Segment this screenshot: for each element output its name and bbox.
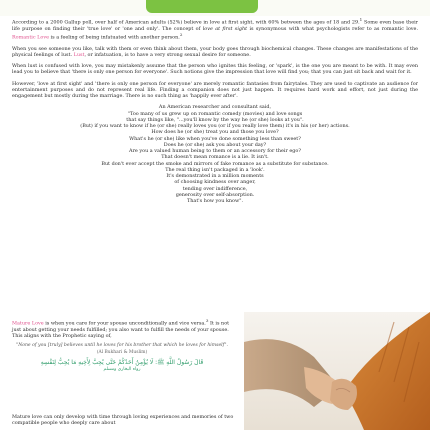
- hadith-box: [12, 343, 232, 373]
- holding-hands-photo: [244, 312, 430, 430]
- intro-paragraph-1: According to a 2000 Gallup poll, over half of American adults (52%) believe in love at first sight, with 60% between the ages of 18 and 29.$^1$ Some even base their life purpose on finding their 'true love' or 'one and only'. The concept of love at first sight is synonymous with what psychologists refer to as romantic love. Romantic Love is a feeling of being infatuated with another person.$^2$: [12, 17, 419, 41]
- article-body: [12, 17, 418, 204]
- section-tab: [146, 0, 258, 13]
- mature-love-section: [12, 318, 232, 373]
- quote-line: An American researcher and consultant said,: [158, 104, 272, 111]
- quote-line: (But) if you want to know if he (or she) really loves you (or if you really love them) it's in his (or her) actions.: [80, 123, 350, 130]
- intro-paragraph-2: When you see someone you like, talk with them or even think about them, your body goes through biochemical changes. These changes are manifestations of the physical feelings of lust. Lust, or infatuation, is to have a very strong sexual desire for someone.: [12, 45, 418, 59]
- mature-love-paragraph: Mature Love is when you care for your spouse unconditionally and vice versa.$^3$ It is not just about getting your needs fulfilled; you also want to fulfill the needs of your spouse. This aligns with the Prophetic saying of,: [12, 318, 230, 340]
- hadith-english: "None of you [truly] believes until he loves for his brother that which he loves for himself".: [16, 343, 228, 349]
- hadith-source: (Al Bukhari & Muslim): [96, 350, 148, 356]
- quote-line: Does he (or she) ask you about your day?: [163, 141, 267, 148]
- lust-term: Lust: [73, 52, 85, 59]
- quote-line: that say things like, "...you'll know by the way he (or she) looks at you".: [126, 116, 304, 123]
- quote-line: tending over indifference,: [182, 185, 248, 192]
- closing-paragraph: Mature love can only develop with time through loving experiences and memories of two compatible people who deeply care about: [12, 414, 234, 427]
- quote-line: How does he (or she) treat you and those you love?: [151, 129, 279, 136]
- intro-paragraph-3: When lust is confused with love, you may mistakenly assume that the person who ignites this feeling, or 'spark', is the one you are meant to be with. It may even lead you to believe that 'there is only one person for everyone'. Such notions give the impression that love will find you; that you can just sit back and wait for it.: [12, 63, 418, 76]
- quote-line: That doesn't mean romance is a lie. It isn't.: [161, 154, 269, 161]
- hadith-arabic-source: رواه البخاري ومسلم: [103, 367, 141, 373]
- quote-line: Are you a valued human being to them or an accessory for their ego?: [129, 148, 301, 155]
- mature-love-term: Mature Love: [12, 320, 44, 327]
- quote-line: of choosing kindness over anger,: [174, 179, 256, 186]
- quote-line: It's demonstrated in a million moments: [166, 173, 264, 180]
- quote-line: generosity over self-absorption.: [175, 191, 255, 198]
- closing-text: [12, 414, 238, 426]
- quote-line: That's how you know".: [187, 198, 243, 205]
- quote-line: But don't ever accept the smoke and mirrors of fake romance as a substitute for substance.: [101, 160, 329, 167]
- researcher-quote: [12, 104, 418, 204]
- hadith-arabic: قَالَ رَسُولُ اللَّهِ ﷺ: لَا يُؤْمِنُ أَحَدُكُمْ حَتَّى يُحِبَّ لِأَخِيهِ مَا يُحِبُّ لِنَفْسِهِ: [40, 359, 204, 367]
- quote-line: "Too many of us grew up on romantic comedy (movies) and love songs: [127, 110, 303, 117]
- intro-paragraph-4: However, 'love at first sight' and 'there is only one person for everyone' are merely romantic fantasies from fairytales. They are used to captivate an audience for entertainment purposes and do not represent real life. Finding a companion does not just happen. It requires hard work and effort, not just during the engagement but mostly during the marriage. There is no such thing as 'happily ever after'.: [12, 80, 418, 100]
- quote-line: The real thing isn't packaged in a 'look'.: [165, 166, 265, 173]
- romantic-love-term: Romantic Love: [12, 34, 50, 41]
- quote-line: What's he (or she) like when you've done something less than sweet?: [129, 135, 301, 142]
